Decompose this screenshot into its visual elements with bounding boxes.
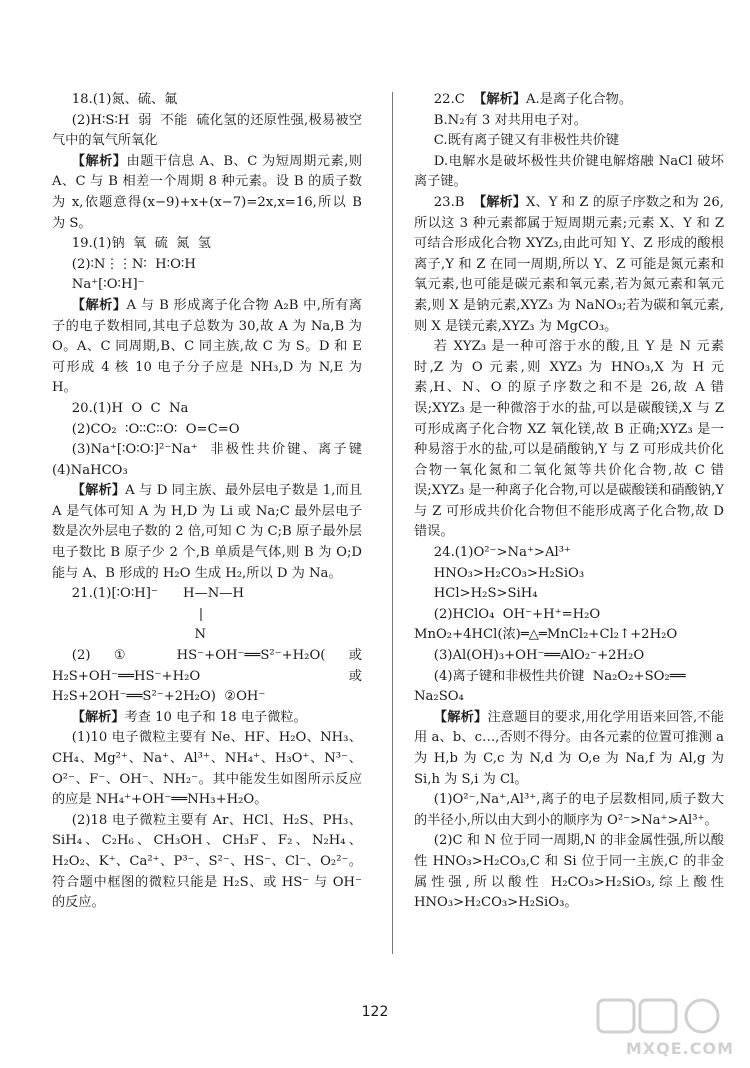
paragraph-text: HNO₃>H₂CO₃>H₂SiO₃ [433,565,585,581]
paragraph-text: A 与 B 形成离子化合物 A₂B 中,所有离子的电子数相同,其电子总数为 30,故 A 为 Na,B 为 O。A、C 同周期,B、C 同主族,故 C 为 S。D 和 E 可形成 4 核 10 电子分子应是 NH₃,D 为 N,E 为 H。 [52,297,367,396]
right-paragraph [414,667,724,688]
left-paragraph [52,111,362,152]
paragraph-text: (2)CO₂ ∶O∶∶C∶∶O∶ O=C=O [71,421,240,437]
paragraph-text: (2)18 电子微粒主要有 Ar、HCl、H₂S、PH₃、SiH₄、C₂H₆、CH₃OH、CH₃F、F₂、N₂H₄、H₂O₂、K⁺、Ca²⁺、P³⁻、S²⁻、HS⁻、Cl⁻、O₂²⁻。符合题中框图的微粒只能是 H₂S、或 HS⁻ 与 OH⁻ 的反应。 [52,812,367,911]
paragraph-text: Na₂SO₄ [414,689,464,705]
paragraph-text: B.N₂有 3 对共用电子对。 [433,112,587,128]
paragraph-text: 若 XYZ₃ 是一种可溶于水的酸,且 Y 是 N 元素时,Z 为 O 元素,则 XYZ₃ 为 HNO₃,X 为 H 元素,H、N、O 的原子序数之和不是 26,故 A 错误;XYZ₃ 是一种微溶于水的盐,可以是碳酸镁,X 与 Z 可形成离子化合物 XZ 氧化镁,故 B 正确;XYZ₃ 是一种易溶于水的盐,可以是硝酸钠,Y 与 Z 可形成共价化合物一氧化氮和二氧化氮等共价化合物,故 C 错误;XYZ₃ 是一种离子化合物,可以是碳酸镁和硝酸钠,Y 与 Z 可形成共价化合物但不能形成离子化合物,故 D 错误。 [414,339,729,540]
analysis-label: 【解析】 [433,709,488,725]
paragraph-text: 24.(1)O²⁻>Na⁺>Al³⁺ [433,545,571,561]
right-paragraph [414,831,729,913]
paragraph-text: (2)∶N⋮⋮N∶ H∶O∶H [71,256,196,272]
left-paragraph [52,625,362,646]
left-paragraph [52,584,362,605]
paragraph-text: (1)O²⁻,Na⁺,Al³⁺,离子的电子层数相同,质子数大的半径小,所以由大到小的顺序为 O²⁻>Na⁺>Al³⁺。 [414,792,724,828]
paragraph-text: A.是离子化合物。 [526,92,633,107]
paragraph-text: | [52,606,204,622]
paragraph-text: Na⁺[∶O∶H]⁻ [71,277,145,293]
paragraph-text: 21.(1)[∶O∶H]⁻ H—N—H [71,586,244,602]
right-paragraph [414,152,724,193]
watermark-text: MXQE.COM [625,1039,734,1058]
analysis-label: 【解析】 [473,194,527,210]
paragraph-text: 考查 10 电子和 18 电子微粒。 [124,709,307,725]
analysis-label: 【解析】 [71,709,125,725]
left-paragraph [52,420,362,441]
right-paragraph [414,193,729,337]
left-paragraph [52,728,362,810]
left-paragraph [52,255,362,276]
right-paragraph [414,625,724,646]
left-paragraph [52,811,367,914]
paragraph-text: 由题干信息 A、B、C 为短周期元素,则 A、C 与 B 相差一个周期 8 种元素。设 B 的质子数为 x,依题意得(x−9)+x+(x−7)=2x,x=16,所以 B 为 S。 [52,153,367,231]
paragraph-text: (3)Na⁺[∶O∶O∶]²⁻Na⁺ 非极性共价键、离子键 (4)NaHCO₃ [52,442,371,478]
paragraph-text: 注意题目的要求,用化学用语来回答,不能用 a、b、c…,否则不得分。由各元素的位置可推测 a 为 H,b 为 C,c 为 N,d 为 O,e 为 Na,f 为 Al,g 为 Si,h 为 S,i 为 Cl。 [414,709,729,787]
right-paragraph [414,131,724,152]
paragraph-text: (2)① HS⁻+OH⁻══S²⁻+H₂O(或 H₂S+OH⁻══HS⁻+H₂O 或 H₂S+2OH⁻══S²⁻+2H₂O) ②OH⁻ [52,648,367,705]
paragraph-text: N [52,627,207,643]
column-divider [392,92,393,954]
watermark-logo [594,996,744,1064]
left-paragraph [52,440,371,481]
right-paragraph [414,543,724,564]
right-paragraph [414,337,729,543]
paragraph-text: HCl>H₂S>SiH₄ [433,586,538,602]
right-paragraph [414,646,724,667]
right-paragraph [414,111,724,132]
answer-text: 23.B [433,194,473,210]
paragraph-text: A 与 D 同主族、最外层电子数是 1,而且 A 是气体可知 A 为 H,D 为 Li 或 Na;C 最外层电子数是次外层电子数的 2 倍,可知 C 为 C;B 原子最外层电子数比 B 原子少 2 个,B 单质是气体,则 B 为 O;D 能与 A、B 形成的 H₂O 生成 H₂,所以 D 为 Na。 [52,483,367,581]
page-number: 122 [361,1004,389,1020]
left-paragraph [52,646,367,708]
paragraph-text: 19.(1)钠 氧 硫 氮 氢 [71,236,211,252]
paragraph-text: (2)HClO₄ OH⁻+H⁺=H₂O [433,606,601,622]
analysis-label: 【解析】 [71,483,126,499]
right-paragraph [414,708,729,790]
paragraph-text: 18.(1)氮、硫、氟 [71,92,178,107]
right-paragraph [414,687,724,708]
paragraph-text: (1)10 电子微粒主要有 Ne、HF、H₂O、NH₃、CH₄、Mg²⁺、Na⁺、Al³⁺、NH₄⁺、H₃O⁺、N³⁻、O²⁻、F⁻、OH⁻、NH₂⁻。其中能发生如图所示反应的应是 NH₄⁺+OH⁻══NH₃+H₂O。 [52,730,362,808]
analysis-label: 【解析】 [71,297,127,313]
paragraph-text: (3)Al(OH)₃+OH⁻══AlO₂⁻+2H₂O [433,648,645,664]
right-paragraph [414,584,724,605]
left-column [52,90,371,914]
analysis-label: 【解析】 [473,92,526,107]
left-paragraph [52,90,362,111]
paragraph-text: D.电解水是破坏极性共价键电解熔融 NaCl 破坏离子键。 [414,153,724,190]
right-paragraph [414,605,724,626]
right-paragraph [414,90,724,111]
right-paragraph [414,790,724,831]
paragraph-text: C.既有离子键又有非极性共价键 [433,133,620,149]
left-paragraph [52,399,362,420]
left-paragraph [52,481,367,584]
paragraph-text: (2)C 和 N 位于同一周期,N 的非金属性强,所以酸性 HNO₃>H₂CO₃,C 和 Si 位于同一主族,C 的非金属性强,所以酸性 H₂CO₃>H₂SiO₃,综上酸性 HNO₃>H₂CO₃>H₂SiO₃。 [414,833,729,911]
left-paragraph [52,605,362,626]
left-paragraph [52,152,367,234]
right-column [414,90,729,914]
left-paragraph [52,275,362,296]
right-paragraph [414,564,724,585]
left-paragraph [52,234,362,255]
paragraph-text: 20.(1)H O C Na [71,400,189,416]
paragraph-text: (4)离子键和非极性共价键 Na₂O₂+SO₂══ [433,668,686,684]
analysis-label: 【解析】 [71,153,127,169]
paragraph-text: MnO₂+4HCl(浓)═△═MnCl₂+Cl₂↑+2H₂O [414,627,678,643]
left-paragraph [52,296,367,399]
left-paragraph [52,708,362,729]
paragraph-text: X、Y 和 Z 的原子序数之和为 26,所以这 3 种元素都属于短周期元素;元素 X、Y 和 Z 可结合形成化合物 XYZ₃,由此可知 Y、Z 形成的酸根离子,Y 和 Z 在同一周期,所以 Y、Z 可能是氮元素和氧元素,也可能是碳元素和氧元素,若为氮元素和氧元素,则 X 是钠元素,XYZ₃ 为 NaNO₃;若为碳和氧元素,则 X 是镁元素,XYZ₃ 为 MgCO₃。 [414,194,729,334]
answer-text: 22.C [433,92,474,107]
paragraph-text: (2)H∶S∶H 弱 不能 硫化氢的还原性强,极易被空气中的氧气所氧化 [52,112,362,149]
